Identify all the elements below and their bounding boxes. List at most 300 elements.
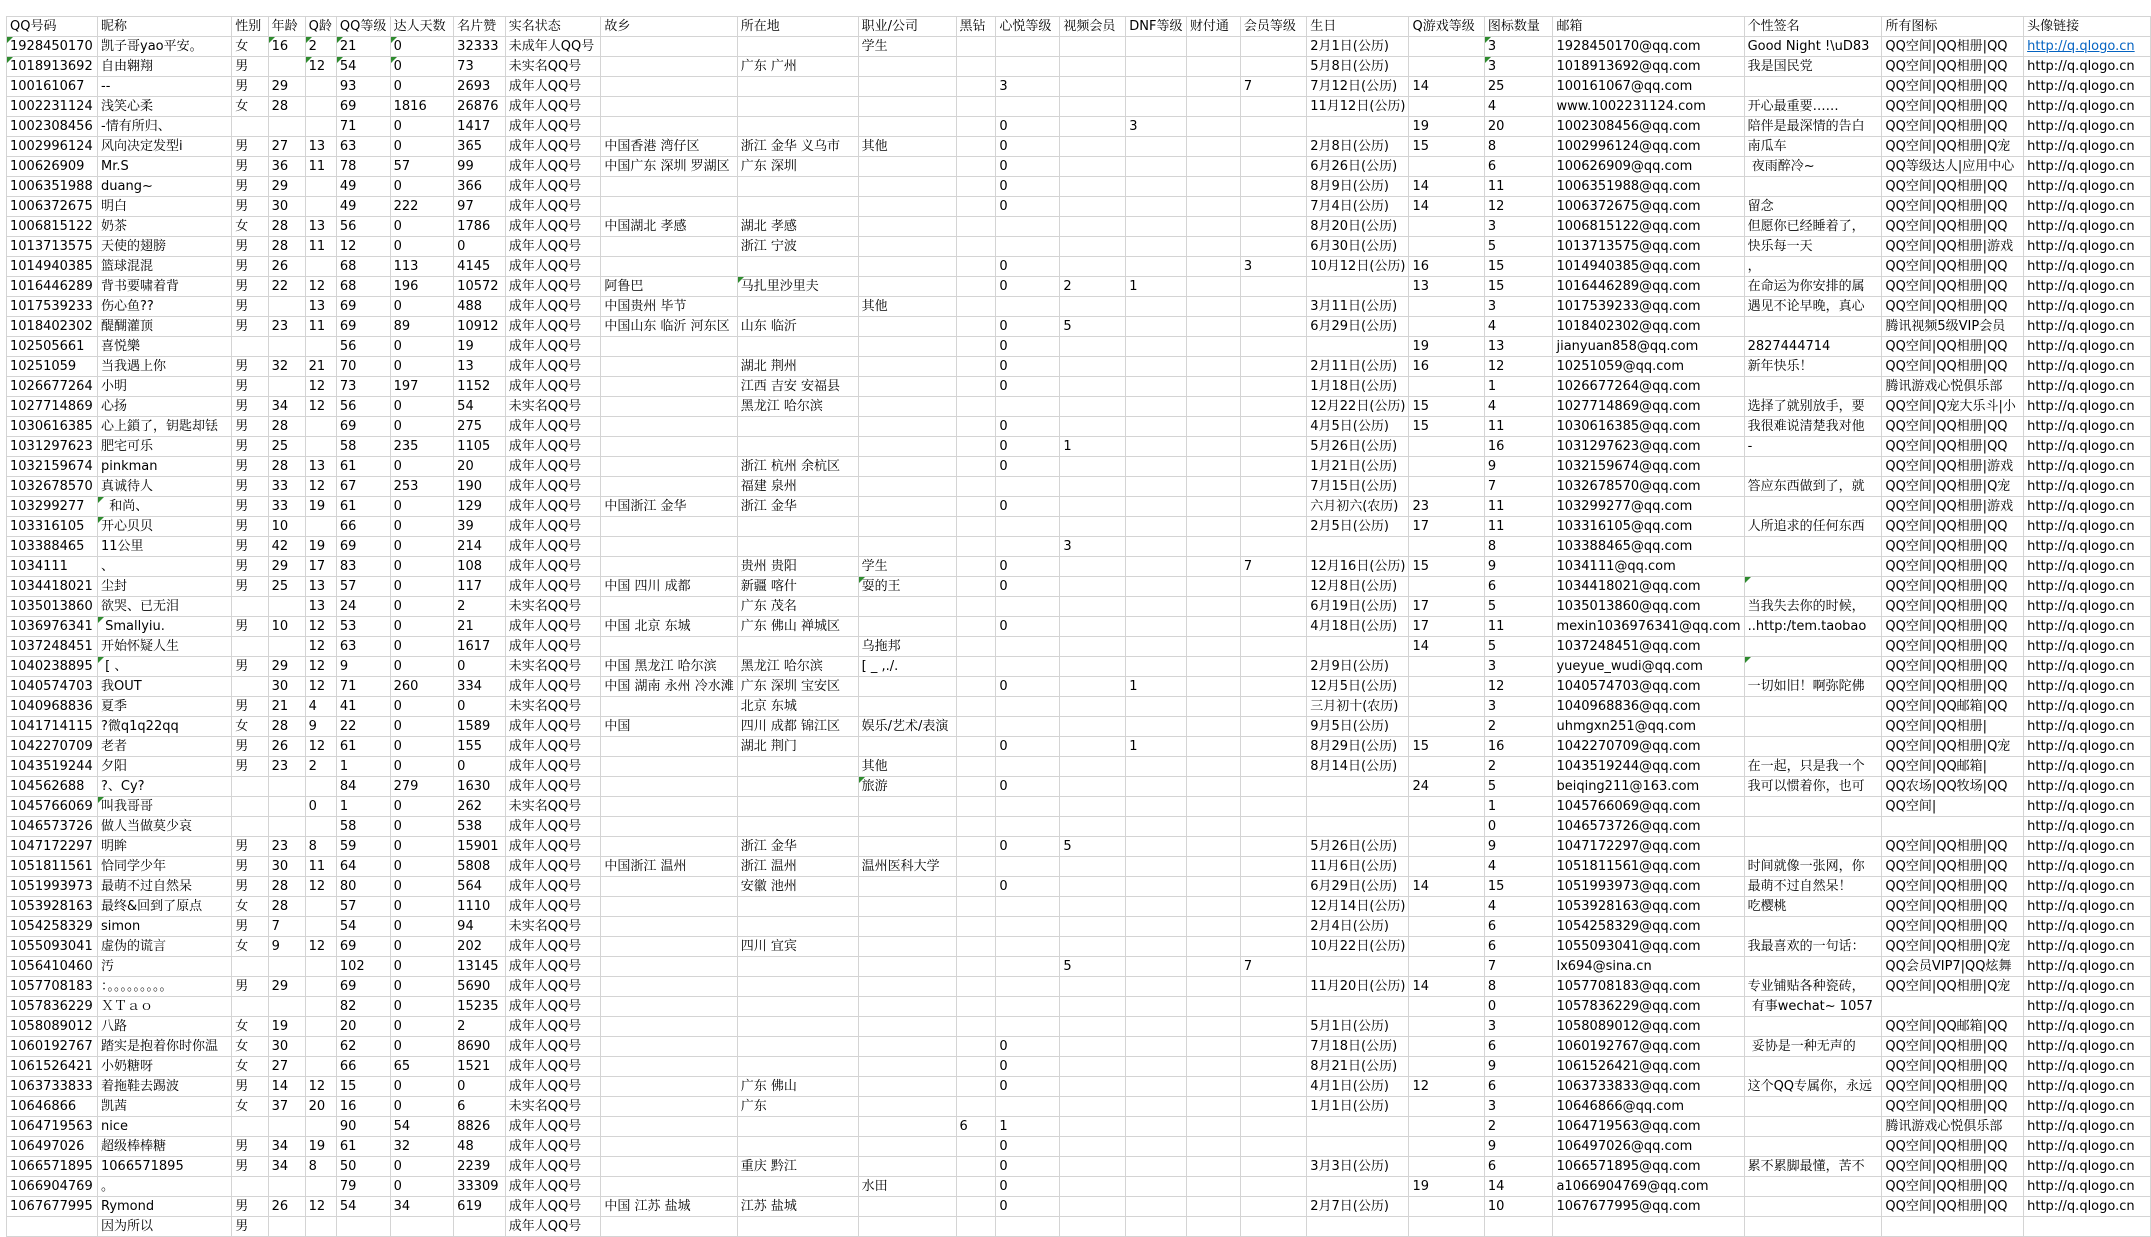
cell-tenpay	[1186, 497, 1240, 517]
cell-dnf	[1126, 537, 1187, 557]
cell-qage: 12	[305, 57, 336, 77]
cell-sig	[1744, 557, 1882, 577]
cell-xy	[996, 657, 1060, 677]
cell-likes: 15901	[454, 837, 506, 857]
table-row	[7, 937, 2151, 957]
cell-email: 1053928163@qq.com	[1553, 897, 1744, 917]
cell-home	[601, 477, 737, 497]
cell-real: 成年人QQ号	[505, 117, 601, 137]
cell-dnf	[1126, 357, 1187, 377]
cell-qgame	[1409, 577, 1484, 597]
cell-real: 成年人QQ号	[505, 1137, 601, 1157]
cell-nick: ＸＴａｏ	[98, 997, 232, 1017]
cell-age: 28	[268, 217, 305, 237]
cell-allicons: QQ空间|QQ相册|QQ	[1882, 897, 2024, 917]
cell-nick: 欲哭、已无泪	[98, 597, 232, 617]
cell-qgame: 13	[1409, 277, 1484, 297]
cell-vip	[1240, 937, 1306, 957]
cell-loc: 贵州 贵阳	[737, 557, 858, 577]
cell-dnf	[1126, 1197, 1187, 1217]
cell-sig: ，	[1744, 257, 1882, 277]
cell-tenpay	[1186, 1037, 1240, 1057]
cell-qgame: 14	[1409, 77, 1484, 97]
cell-xy: 0	[996, 1137, 1060, 1157]
cell-home	[601, 1177, 737, 1197]
cell-nick: 夏季	[98, 697, 232, 717]
cell-home	[601, 437, 737, 457]
cell-dnf	[1126, 257, 1187, 277]
cell-home	[601, 837, 737, 857]
column-header-dnf: DNF等级	[1126, 17, 1187, 37]
cell-qage	[305, 1057, 336, 1077]
cell-nick: 虚伪的谎言	[98, 937, 232, 957]
cell-hz	[956, 1157, 996, 1177]
cell-qq: 1061526421	[7, 1057, 98, 1077]
cell-email: 1054258329@qq.com	[1553, 917, 1744, 937]
cell-sig	[1744, 77, 1882, 97]
cell-video	[1060, 197, 1126, 217]
cell-level: 54	[336, 1197, 390, 1217]
cell-home: 中国浙江 金华	[601, 497, 737, 517]
cell-loc: 浙江 宁波	[737, 237, 858, 257]
cell-sex: 女	[232, 1057, 268, 1077]
cell-icons: 6	[1484, 937, 1553, 957]
cell-qage	[305, 1117, 336, 1137]
cell-loc: 山东 临沂	[737, 317, 858, 337]
cell-avatar: http://q.qlogo.cn	[2024, 777, 2151, 797]
cell-video	[1060, 257, 1126, 277]
cell-level: 84	[336, 777, 390, 797]
cell-likes: 2693	[454, 77, 506, 97]
cell-qgame	[1409, 717, 1484, 737]
cell-hz	[956, 157, 996, 177]
cell-vip	[1240, 1217, 1306, 1237]
cell-xy: 0	[996, 257, 1060, 277]
cell-vip	[1240, 877, 1306, 897]
cell-hz	[956, 417, 996, 437]
cell-email: 1046573726@qq.com	[1553, 817, 1744, 837]
cell-sig: 在一起，只是我一个	[1744, 757, 1882, 777]
cell-home: 中国 江苏 盐城	[601, 1197, 737, 1217]
cell-loc	[737, 817, 858, 837]
cell-home	[601, 77, 737, 97]
cell-allicons: QQ空间|QQ相册|Q宠	[1882, 137, 2024, 157]
cell-daren	[390, 1217, 454, 1237]
cell-xy	[996, 797, 1060, 817]
cell-level: 67	[336, 477, 390, 497]
cell-sig: 专业铺贴各种瓷砖，	[1744, 977, 1882, 997]
cell-qgame: 14	[1409, 977, 1484, 997]
cell-job	[858, 197, 956, 217]
cell-job	[858, 1197, 956, 1217]
cell-xy	[996, 217, 1060, 237]
cell-allicons: 腾讯游戏心悦俱乐部	[1882, 1117, 2024, 1137]
cell-age: 27	[268, 137, 305, 157]
cell-video	[1060, 597, 1126, 617]
cell-xy: 0	[996, 177, 1060, 197]
cell-real: 成年人QQ号	[505, 617, 601, 637]
cell-loc: 四川 宜宾	[737, 937, 858, 957]
cell-home	[601, 637, 737, 657]
cell-allicons: QQ等级达人|应用中心	[1882, 157, 2024, 177]
cell-avatar: http://q.qlogo.cn	[2024, 157, 2151, 177]
cell-sex	[232, 957, 268, 977]
cell-job	[858, 317, 956, 337]
cell-qage: 4	[305, 697, 336, 717]
cell-daren: 34	[390, 1197, 454, 1217]
cell-qage	[305, 957, 336, 977]
cell-icons: 4	[1484, 317, 1553, 337]
cell-likes: 97	[454, 197, 506, 217]
cell-real: 成年人QQ号	[505, 777, 601, 797]
cell-tenpay	[1186, 797, 1240, 817]
cell-sex: 男	[232, 737, 268, 757]
cell-age: 29	[268, 77, 305, 97]
cell-qgame: 23	[1409, 497, 1484, 517]
cell-loc: 四川 成都 锦江区	[737, 717, 858, 737]
cell-xy	[996, 97, 1060, 117]
cell-home	[601, 57, 737, 77]
cell-xy: 0	[996, 157, 1060, 177]
cell-tenpay	[1186, 597, 1240, 617]
cell-qq: 1051993973	[7, 877, 98, 897]
cell-qq: 1013713575	[7, 237, 98, 257]
cell-vip	[1240, 857, 1306, 877]
cell-age: 34	[268, 1137, 305, 1157]
cell-tenpay	[1186, 1057, 1240, 1077]
cell-email: 1061526421@qq.com	[1553, 1057, 1744, 1077]
cell-job	[858, 457, 956, 477]
cell-level: 9	[336, 657, 390, 677]
cell-age: 16	[268, 37, 305, 57]
cell-qgame: 17	[1409, 517, 1484, 537]
cell-home	[601, 357, 737, 377]
cell-real: 成年人QQ号	[505, 1077, 601, 1097]
cell-daren: 0	[390, 177, 454, 197]
cell-level: 73	[336, 377, 390, 397]
cell-tenpay	[1186, 1077, 1240, 1097]
cell-email: 1002996124@qq.com	[1553, 137, 1744, 157]
cell-level: 62	[336, 1037, 390, 1057]
cell-daren: 0	[390, 837, 454, 857]
cell-icons: 15	[1484, 877, 1553, 897]
cell-job	[858, 237, 956, 257]
cell-age: 10	[268, 517, 305, 537]
cell-bday: 8月21日(公历)	[1307, 1057, 1409, 1077]
table-row	[7, 557, 2151, 577]
cell-xy: 0	[996, 1177, 1060, 1197]
cell-email: 106497026@qq.com	[1553, 1137, 1744, 1157]
cell-home	[601, 177, 737, 197]
cell-qq: 1018402302	[7, 317, 98, 337]
cell-video	[1060, 1117, 1126, 1137]
cell-qgame	[1409, 657, 1484, 677]
cell-qgame	[1409, 837, 1484, 857]
cell-xy	[996, 477, 1060, 497]
cell-job	[858, 57, 956, 77]
cell-vip	[1240, 637, 1306, 657]
cell-allicons: QQ空间|QQ相册|Q宠	[1882, 737, 2024, 757]
cell-xy: 0	[996, 137, 1060, 157]
cell-avatar: http://q.qlogo.cn	[2024, 417, 2151, 437]
cell-avatar: http://q.qlogo.cn	[2024, 877, 2151, 897]
cell-age: 23	[268, 837, 305, 857]
avatar-link[interactable]: http://q.qlogo.cn	[2027, 39, 2135, 54]
cell-bday	[1307, 637, 1409, 657]
cell-likes: 365	[454, 137, 506, 157]
cell-real: 成年人QQ号	[505, 137, 601, 157]
cell-xy: 0	[996, 417, 1060, 437]
cell-nick: 奶茶	[98, 217, 232, 237]
column-header-hz: 黑钻	[956, 17, 996, 37]
cell-qgame: 19	[1409, 117, 1484, 137]
cell-tenpay	[1186, 477, 1240, 497]
cell-qage	[305, 777, 336, 797]
cell-vip	[1240, 717, 1306, 737]
cell-allicons: QQ空间|	[1882, 797, 2024, 817]
cell-qage: 17	[305, 557, 336, 577]
cell-level: 54	[336, 57, 390, 77]
cell-level: 66	[336, 517, 390, 537]
cell-dnf	[1126, 557, 1187, 577]
cell-xy: 0	[996, 1197, 1060, 1217]
cell-sig: 累不累脚最懂，苦不	[1744, 1157, 1882, 1177]
cell-real: 成年人QQ号	[505, 1057, 601, 1077]
cell-home: 中国浙江 温州	[601, 857, 737, 877]
cell-job	[858, 357, 956, 377]
cell-tenpay	[1186, 877, 1240, 897]
cell-email: 1047172297@qq.com	[1553, 837, 1744, 857]
cell-home	[601, 337, 737, 357]
cell-video	[1060, 417, 1126, 437]
cell-age: 42	[268, 537, 305, 557]
cell-video	[1060, 157, 1126, 177]
table-row	[7, 497, 2151, 517]
cell-age: 30	[268, 677, 305, 697]
cell-allicons: QQ空间|QQ相册|QQ	[1882, 197, 2024, 217]
cell-hz: 6	[956, 1117, 996, 1137]
cell-hz	[956, 377, 996, 397]
cell-dnf	[1126, 1117, 1187, 1137]
comment-triangle-icon	[391, 57, 397, 63]
cell-level: 16	[336, 1097, 390, 1117]
cell-likes: 32333	[454, 37, 506, 57]
cell-video	[1060, 137, 1126, 157]
cell-email: 1043519244@qq.com	[1553, 757, 1744, 777]
cell-real: 未实名QQ号	[505, 57, 601, 77]
cell-vip	[1240, 297, 1306, 317]
cell-qage: 13	[305, 217, 336, 237]
cell-job	[858, 477, 956, 497]
cell-video	[1060, 1197, 1126, 1217]
cell-loc: 重庆 黔江	[737, 1157, 858, 1177]
cell-loc	[737, 1037, 858, 1057]
cell-job	[858, 117, 956, 137]
cell-bday: 2月4日(公历)	[1307, 917, 1409, 937]
cell-level: 50	[336, 1157, 390, 1177]
cell-sex: 男	[232, 417, 268, 437]
cell-home	[601, 877, 737, 897]
cell-tenpay	[1186, 197, 1240, 217]
cell-hz	[956, 1197, 996, 1217]
cell-allicons: QQ空间|QQ相册|QQ	[1882, 97, 2024, 117]
comment-triangle-icon	[7, 57, 13, 63]
cell-xy: 0	[996, 277, 1060, 297]
cell-age: 36	[268, 157, 305, 177]
cell-sig	[1744, 1197, 1882, 1217]
table-row	[7, 877, 2151, 897]
table-row	[7, 717, 2151, 737]
cell-real: 成年人QQ号	[505, 637, 601, 657]
column-header-likes: 名片赞	[454, 17, 506, 37]
cell-qage: 12	[305, 477, 336, 497]
comment-triangle-icon	[1485, 37, 1491, 43]
cell-sex	[232, 997, 268, 1017]
cell-qq: 1928450170	[7, 37, 98, 57]
cell-icons: 3	[1484, 1097, 1553, 1117]
cell-sex: 男	[232, 657, 268, 677]
cell-level: 80	[336, 877, 390, 897]
cell-video	[1060, 477, 1126, 497]
cell-job	[858, 437, 956, 457]
cell-level: 69	[336, 97, 390, 117]
cell-xy	[996, 1097, 1060, 1117]
table-row	[7, 157, 2151, 177]
cell-loc	[737, 1117, 858, 1137]
column-header-qq: QQ号码	[7, 17, 98, 37]
cell-qgame: 15	[1409, 737, 1484, 757]
cell-sex	[232, 637, 268, 657]
cell-loc: 广东 佛山 禅城区	[737, 617, 858, 637]
cell-allicons: QQ空间|QQ相册|QQ	[1882, 517, 2024, 537]
cell-video	[1060, 377, 1126, 397]
column-header-home: 故乡	[601, 17, 737, 37]
cell-allicons: QQ空间|QQ相册|QQ	[1882, 1137, 2024, 1157]
cell-nick: 风向决定发型i	[98, 137, 232, 157]
cell-hz	[956, 837, 996, 857]
cell-vip	[1240, 37, 1306, 57]
cell-sig: 答应东西做到了，就	[1744, 477, 1882, 497]
cell-sig: 妥协是一种无声的	[1744, 1037, 1882, 1057]
cell-qq: 1047172297	[7, 837, 98, 857]
cell-avatar: http://q.qlogo.cn	[2024, 977, 2151, 997]
cell-tenpay	[1186, 437, 1240, 457]
cell-qage: 12	[305, 277, 336, 297]
cell-video	[1060, 297, 1126, 317]
cell-age: 30	[268, 1037, 305, 1057]
cell-daren: 0	[390, 737, 454, 757]
cell-daren: 0	[390, 517, 454, 537]
comment-triangle-icon	[1745, 657, 1751, 663]
cell-allicons: QQ空间|QQ相册|QQ	[1882, 877, 2024, 897]
cell-email: 1032678570@qq.com	[1553, 477, 1744, 497]
cell-likes: 117	[454, 577, 506, 597]
cell-home	[601, 777, 737, 797]
cell-qq: 1057836229	[7, 997, 98, 1017]
cell-qage	[305, 1017, 336, 1037]
cell-tenpay	[1186, 717, 1240, 737]
cell-loc	[737, 417, 858, 437]
cell-tenpay	[1186, 97, 1240, 117]
cell-allicons: QQ空间|QQ相册|QQ	[1882, 37, 2024, 57]
cell-sig: -	[1744, 437, 1882, 457]
cell-nick: Smallyiu.	[98, 617, 232, 637]
cell-qq: 1014940385	[7, 257, 98, 277]
cell-nick: 醍醐灌顶	[98, 317, 232, 337]
cell-allicons: QQ农场|QQ牧场|QQ	[1882, 777, 2024, 797]
cell-qgame	[1409, 897, 1484, 917]
cell-hz	[956, 177, 996, 197]
cell-dnf	[1126, 897, 1187, 917]
cell-loc: 湖北 荆门	[737, 737, 858, 757]
cell-real: 成年人QQ号	[505, 237, 601, 257]
cell-tenpay	[1186, 677, 1240, 697]
cell-nick: 篮球混混	[98, 257, 232, 277]
comment-triangle-icon	[738, 277, 744, 283]
cell-real: 成年人QQ号	[505, 257, 601, 277]
cell-real: 成年人QQ号	[505, 277, 601, 297]
cell-daren: 57	[390, 157, 454, 177]
cell-loc: 广东 深圳 宝安区	[737, 677, 858, 697]
cell-sex: 男	[232, 137, 268, 157]
table-row	[7, 1157, 2151, 1177]
cell-nick: 天使的翅膀	[98, 237, 232, 257]
cell-qgame	[1409, 1017, 1484, 1037]
cell-qage	[305, 77, 336, 97]
cell-avatar: http://q.qlogo.cn	[2024, 177, 2151, 197]
cell-loc: 浙江 温州	[737, 857, 858, 877]
cell-tenpay	[1186, 577, 1240, 597]
cell-qage: 12	[305, 1197, 336, 1217]
cell-real: 成年人QQ号	[505, 437, 601, 457]
cell-age	[268, 337, 305, 357]
cell-sex	[232, 1177, 268, 1197]
cell-icons: 11	[1484, 517, 1553, 537]
cell-nick: 超级棒棒糖	[98, 1137, 232, 1157]
cell-qq: 1034111	[7, 557, 98, 577]
cell-home	[601, 977, 737, 997]
cell-daren: 0	[390, 397, 454, 417]
cell-age: 37	[268, 1097, 305, 1117]
cell-nick: 凯茜	[98, 1097, 232, 1117]
cell-vip	[1240, 417, 1306, 437]
cell-qage: 9	[305, 717, 336, 737]
cell-hz	[956, 557, 996, 577]
cell-hz	[956, 597, 996, 617]
cell-qq: 1058089012	[7, 1017, 98, 1037]
cell-qgame	[1409, 917, 1484, 937]
cell-allicons: QQ空间|QQ相册|QQ	[1882, 657, 2024, 677]
cell-sig: 我很难说清楚我对他	[1744, 417, 1882, 437]
cell-qage: 11	[305, 317, 336, 337]
cell-xy	[996, 817, 1060, 837]
cell-likes: 1786	[454, 217, 506, 237]
cell-job	[858, 797, 956, 817]
cell-job: 娱乐/艺术/表演	[858, 717, 956, 737]
cell-sex: 男	[232, 357, 268, 377]
cell-real: 成年人QQ号	[505, 357, 601, 377]
cell-dnf	[1126, 297, 1187, 317]
cell-hz	[956, 197, 996, 217]
cell-level: 69	[336, 417, 390, 437]
cell-icons: 16	[1484, 437, 1553, 457]
cell-qage: 13	[305, 137, 336, 157]
cell-video	[1060, 897, 1126, 917]
cell-avatar: http://q.qlogo.cn	[2024, 1017, 2151, 1037]
table-row	[7, 757, 2151, 777]
cell-avatar: http://q.qlogo.cn	[2024, 597, 2151, 617]
cell-loc	[737, 777, 858, 797]
